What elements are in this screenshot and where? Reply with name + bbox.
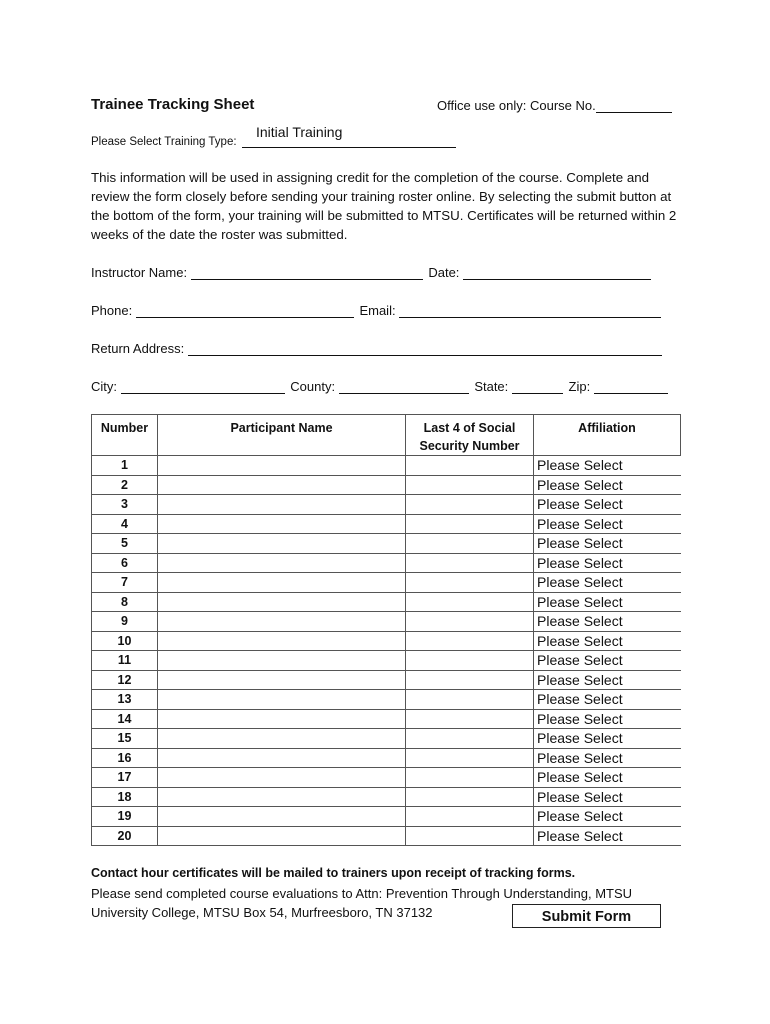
affiliation-select[interactable]: Please Select [534, 456, 681, 476]
ssn-last4-cell[interactable] [406, 729, 534, 749]
table-row [92, 534, 681, 554]
header-participant-name: Participant Name [158, 415, 406, 456]
affiliation-select[interactable]: Please Select [534, 651, 681, 671]
instructor-row [91, 265, 651, 280]
participant-name-cell[interactable] [158, 495, 406, 515]
affiliation-select[interactable]: Please Select [534, 768, 681, 788]
participant-name-cell[interactable] [158, 456, 406, 476]
affiliation-select[interactable]: Please Select [534, 573, 681, 593]
table-row [92, 553, 681, 573]
date-field[interactable] [463, 267, 651, 280]
row-number: 20 [92, 826, 158, 846]
training-type-label: Please Select Training Type: [91, 136, 237, 148]
course-no-field[interactable] [596, 100, 672, 113]
table-row [92, 748, 681, 768]
ssn-last4-cell[interactable] [406, 631, 534, 651]
participant-name-cell[interactable] [158, 553, 406, 573]
affiliation-select[interactable]: Please Select [534, 729, 681, 749]
participant-name-cell[interactable] [158, 768, 406, 788]
table-row [92, 475, 681, 495]
participant-name-cell[interactable] [158, 709, 406, 729]
row-number: 16 [92, 748, 158, 768]
ssn-last4-cell[interactable] [406, 573, 534, 593]
ssn-last4-cell[interactable] [406, 826, 534, 846]
training-type-underline [242, 137, 456, 148]
table-row [92, 709, 681, 729]
row-number: 14 [92, 709, 158, 729]
zip-field[interactable] [594, 381, 668, 394]
ssn-last4-cell[interactable] [406, 690, 534, 710]
affiliation-select[interactable]: Please Select [534, 748, 681, 768]
phone-label: Phone: [91, 303, 133, 318]
certificate-note: Contact hour certificates will be mailed to trainers upon receipt of tracking forms. [91, 866, 576, 880]
training-type-select[interactable]: Initial Training [256, 124, 343, 140]
return-address-label: Return Address: [91, 341, 185, 356]
ssn-last4-cell[interactable] [406, 553, 534, 573]
table-row [92, 456, 681, 476]
city-label: City: [91, 379, 117, 394]
table-row [92, 631, 681, 651]
affiliation-select[interactable]: Please Select [534, 612, 681, 632]
header-affiliation: Affiliation [534, 415, 681, 456]
affiliation-select[interactable]: Please Select [534, 631, 681, 651]
city-row [91, 379, 668, 394]
row-number: 12 [92, 670, 158, 690]
return-address-field[interactable] [188, 343, 662, 356]
row-number: 8 [92, 592, 158, 612]
ssn-last4-cell[interactable] [406, 514, 534, 534]
table-row [92, 690, 681, 710]
affiliation-select[interactable]: Please Select [534, 670, 681, 690]
participant-name-cell[interactable] [158, 612, 406, 632]
training-type-row [91, 136, 456, 148]
ssn-last4-cell[interactable] [406, 612, 534, 632]
zip-label: Zip: [568, 379, 591, 394]
ssn-last4-cell[interactable] [406, 495, 534, 515]
email-label: Email: [359, 303, 396, 318]
participant-name-cell[interactable] [158, 592, 406, 612]
phone-field[interactable] [136, 305, 354, 318]
county-label: County: [290, 379, 336, 394]
affiliation-select[interactable]: Please Select [534, 475, 681, 495]
header-number: Number [92, 415, 158, 456]
ssn-last4-cell[interactable] [406, 670, 534, 690]
participant-name-cell[interactable] [158, 729, 406, 749]
affiliation-select[interactable]: Please Select [534, 826, 681, 846]
participant-name-cell[interactable] [158, 787, 406, 807]
ssn-last4-cell[interactable] [406, 456, 534, 476]
participant-name-cell[interactable] [158, 748, 406, 768]
participant-name-cell[interactable] [158, 475, 406, 495]
state-field[interactable] [512, 381, 563, 394]
participant-name-cell[interactable] [158, 651, 406, 671]
email-field[interactable] [399, 305, 661, 318]
row-number: 6 [92, 553, 158, 573]
row-number: 11 [92, 651, 158, 671]
table-row [92, 514, 681, 534]
participant-name-cell[interactable] [158, 534, 406, 554]
row-number: 1 [92, 456, 158, 476]
table-header-row [92, 415, 681, 456]
table-row [92, 768, 681, 788]
row-number: 2 [92, 475, 158, 495]
row-number: 5 [92, 534, 158, 554]
return-address-row [91, 341, 662, 356]
row-number: 19 [92, 807, 158, 827]
ssn-last4-cell[interactable] [406, 592, 534, 612]
row-number: 17 [92, 768, 158, 788]
ssn-last4-cell[interactable] [406, 651, 534, 671]
header-ssn-last4: Last 4 of Social Security Number [406, 415, 534, 456]
table-row [92, 807, 681, 827]
instructor-name-field[interactable] [191, 267, 423, 280]
affiliation-select[interactable]: Please Select [534, 534, 681, 554]
row-number: 10 [92, 631, 158, 651]
submit-form-button[interactable]: Submit Form [512, 904, 661, 928]
table-row [92, 787, 681, 807]
table-row [92, 729, 681, 749]
table-row [92, 612, 681, 632]
participant-name-cell[interactable] [158, 514, 406, 534]
row-number: 9 [92, 612, 158, 632]
ssn-last4-cell[interactable] [406, 534, 534, 554]
table-row [92, 670, 681, 690]
table-row [92, 592, 681, 612]
participant-name-cell[interactable] [158, 670, 406, 690]
participant-name-cell[interactable] [158, 573, 406, 593]
ssn-last4-cell[interactable] [406, 787, 534, 807]
participant-name-cell[interactable] [158, 826, 406, 846]
table-row [92, 826, 681, 846]
affiliation-select[interactable]: Please Select [534, 553, 681, 573]
affiliation-select[interactable]: Please Select [534, 709, 681, 729]
office-use-label: Office use only: Course No. [437, 98, 596, 113]
row-number: 13 [92, 690, 158, 710]
intro-paragraph: This information will be used in assigning credit for the completion of the course. Complete and review the form closely before sending your training roster online. By selecting the submit button at the bottom of the form, your training will be submitted to MTSU. Certificates will be returned within 2 weeks of the date the roster was submitted. [91, 170, 677, 242]
participant-name-cell[interactable] [158, 807, 406, 827]
date-label: Date: [428, 265, 460, 280]
ssn-last4-cell[interactable] [406, 475, 534, 495]
ssn-last4-cell[interactable] [406, 709, 534, 729]
office-use-course-no [437, 98, 672, 113]
county-field[interactable] [339, 381, 469, 394]
row-number: 4 [92, 514, 158, 534]
table-row [92, 651, 681, 671]
participant-table [91, 414, 681, 846]
affiliation-select[interactable]: Please Select [534, 807, 681, 827]
ssn-last4-cell[interactable] [406, 768, 534, 788]
mailing-instructions-line-2: University College, MTSU Box 54, Murfreesboro, TN 37132 [91, 905, 433, 920]
mailing-instructions-line-1: Please send completed course evaluations to Attn: Prevention Through Understanding, MTSU [91, 886, 633, 901]
table-row [92, 495, 681, 515]
city-field[interactable] [121, 381, 285, 394]
row-number: 18 [92, 787, 158, 807]
phone-row [91, 303, 661, 318]
row-number: 15 [92, 729, 158, 749]
row-number: 7 [92, 573, 158, 593]
affiliation-select[interactable]: Please Select [534, 592, 681, 612]
state-label: State: [474, 379, 509, 394]
affiliation-select[interactable]: Please Select [534, 787, 681, 807]
participant-name-cell[interactable] [158, 690, 406, 710]
instructor-label: Instructor Name: [91, 265, 188, 280]
table-row [92, 573, 681, 593]
ssn-last4-cell[interactable] [406, 748, 534, 768]
row-number: 3 [92, 495, 158, 515]
page-title: Trainee Tracking Sheet [91, 96, 255, 113]
affiliation-select[interactable]: Please Select [534, 495, 681, 515]
affiliation-select[interactable]: Please Select [534, 514, 681, 534]
participant-name-cell[interactable] [158, 631, 406, 651]
ssn-last4-cell[interactable] [406, 807, 534, 827]
affiliation-select[interactable]: Please Select [534, 690, 681, 710]
